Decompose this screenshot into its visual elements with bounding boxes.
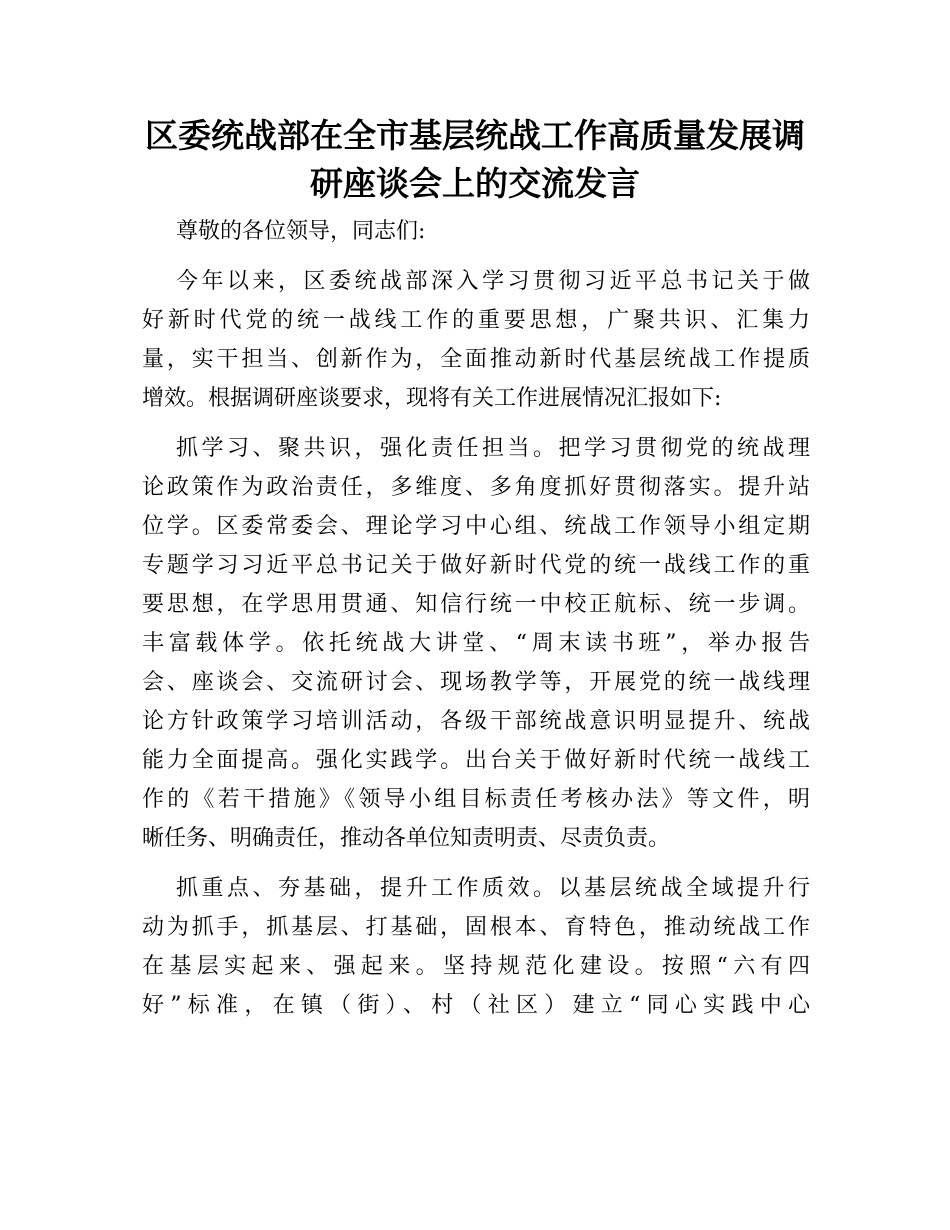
text-line: 丰富载体学。依托统战大讲堂、“周末读书班”，举办报告 (142, 631, 810, 656)
text-line: 要思想，在学思用贯通、知信行统一中校正航标、统一步调。 (142, 592, 810, 617)
document-title (130, 112, 820, 208)
text-line: 动为抓手，抓基层、打基础，固根本、育特色，推动统战工作 (142, 915, 810, 940)
text-line: 量，实干担当、创新作为，全面推动新时代基层统战工作提质 (142, 347, 810, 372)
text-line: 抓重点、夯基础，提升工作质效。以基层统战全域提升行 (176, 876, 810, 901)
text-line: 论方针政策学习培训活动，各级干部统战意识明显提升、统战 (142, 709, 810, 734)
text-line: 作的《若干措施》《领导小组目标责任考核办法》等文件，明 (142, 787, 810, 812)
paragraph-intro (142, 262, 810, 418)
salutation-line: 尊敬的各位领导，同志们: (176, 219, 426, 244)
title-line: 区委统战部在全市基层统战工作高质量发展调 (145, 116, 805, 155)
paragraph-study (142, 429, 810, 858)
text-line: 抓学习、聚共识，强化责任担当。把学习贯彻党的统战理 (176, 436, 810, 461)
title-line: 研座谈会上的交流发言 (310, 164, 640, 203)
text-line: 好新时代党的统一战线工作的重要思想，广聚共识、汇集力 (142, 308, 810, 333)
text-line: 专题学习习近平总书记关于做好新时代党的统一战线工作的重 (142, 553, 810, 578)
text-line: 能力全面提高。强化实践学。出台关于做好新时代统一战线工 (142, 748, 810, 773)
text-line: 位学。区委常委会、理论学习中心组、统战工作领导小组定期 (142, 514, 810, 539)
paragraph-foundation (142, 869, 810, 1025)
text-line: 今年以来，区委统战部深入学习贯彻习近平总书记关于做 (176, 269, 810, 294)
text-line: 会、座谈会、交流研讨会、现场教学等，开展党的统一战线理 (142, 670, 810, 695)
text-line: 论政策作为政治责任，多维度、多角度抓好贯彻落实。提升站 (142, 475, 810, 500)
text-line: 增效。根据调研座谈要求，现将有关工作进展情况汇报如下: (142, 386, 722, 411)
salutation (142, 212, 810, 251)
text-line: 晰任务、明确责任，推动各单位知责明责、尽责负责。 (142, 826, 671, 851)
document-body (142, 212, 810, 1036)
text-line: 在基层实起来、强起来。坚持规范化建设。按照“六有四 (142, 954, 810, 979)
text-line: 好”标准，在镇（街）、村（社区）建立“同心实践中心 (142, 993, 810, 1018)
